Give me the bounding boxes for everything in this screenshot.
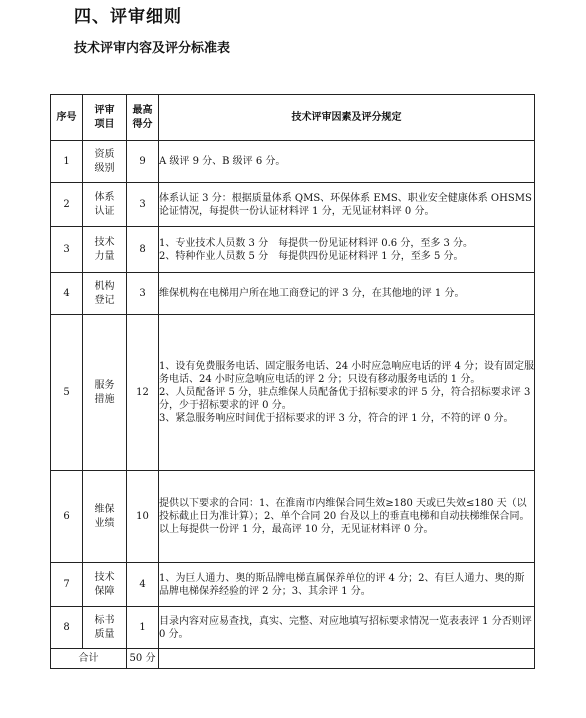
total-value: 50 分 (127, 649, 159, 669)
row-max-score: 10 (127, 471, 159, 563)
criteria-line: 体系认证 3 分：根据质量体系 QMS、环保体系 EMS、职业安全健康体系 OHSMS 论证情况，每提供一份认证材料评 1 分，无见证材料评 0 分。 (159, 192, 532, 217)
row-item: 技术保障 (83, 563, 127, 607)
criteria-line: 2、人员配备评 5 分，驻点维保人员配备优于招标要求的评 5 分，符合招标要求评 3 分，少于招标要求的评 0 分。 (159, 387, 531, 411)
criteria-line: 以上每提供一份评 1 分，最高评 10 分，无见证材料评 0 分。 (159, 524, 434, 535)
row-max-score: 3 (127, 273, 159, 315)
row-criteria (159, 273, 535, 315)
row-seq: 3 (51, 227, 83, 273)
row-item: 技术力量 (83, 227, 127, 273)
row-criteria (159, 227, 535, 273)
row-item: 维保业绩 (83, 471, 127, 563)
row-criteria (159, 141, 535, 183)
row-criteria (159, 607, 535, 649)
criteria-line: 目录内容对应易查找，真实、完整、对应地填写招标要求情况一览表表评 1 分否则评 0 分。 (159, 615, 532, 640)
table-row (51, 471, 535, 563)
scoring-table (50, 94, 535, 669)
row-seq: 6 (51, 471, 83, 563)
row-seq: 7 (51, 563, 83, 607)
row-criteria (159, 315, 535, 471)
row-criteria (159, 183, 535, 227)
header-item: 评审项目 (83, 95, 127, 141)
criteria-line: A 级评 9 分、B 级评 6 分。 (159, 156, 286, 167)
row-seq: 8 (51, 607, 83, 649)
row-max-score: 3 (127, 183, 159, 227)
row-item: 体系认证 (83, 183, 127, 227)
criteria-line: 2、特种作业人员数 5 分 每提供四份见证材料评 1 分，至多 5 分。 (159, 250, 464, 262)
table-title: 技术评审内容及评分标准表 (74, 41, 231, 56)
total-row (51, 649, 535, 669)
header-max: 最高得分 (127, 95, 159, 141)
row-max-score: 12 (127, 315, 159, 471)
criteria-line: 1、专业技术人员数 3 分 每提供一份见证材料评 0.6 分，至多 3 分。 (159, 237, 474, 249)
row-criteria (159, 471, 535, 563)
criteria-line: 1、为巨人通力、奥的斯品牌电梯直属保养单位的评 4 分；2、有巨人通力、奥的斯品牌电梯保养经验的评 2 分；3、其余评 1 分。 (159, 572, 525, 597)
table-row (51, 183, 535, 227)
row-item: 标书质量 (83, 607, 127, 649)
table-row (51, 227, 535, 273)
row-max-score: 1 (127, 607, 159, 649)
criteria-line: 维保机构在电梯用户所在地工商登记的评 3 分，在其他地的评 1 分。 (159, 288, 465, 299)
row-max-score: 8 (127, 227, 159, 273)
row-item: 资质级别 (83, 141, 127, 183)
header-criteria: 技术评审因素及评分规定 (159, 95, 535, 141)
total-label: 合计 (51, 649, 127, 669)
table-row (51, 607, 535, 649)
row-item: 机构登记 (83, 273, 127, 315)
row-seq: 5 (51, 315, 83, 471)
criteria-line: 1、设有免费服务电话、固定服务电话、24 小时应急响应电话的评 4 分；设有固定服务电话、24 小时应急响应电话的评 2 分；只设有移动服务电话的 1 分。 (159, 361, 534, 385)
table-row (51, 141, 535, 183)
section-title: 四、评审细则 (74, 7, 182, 27)
table-row (51, 563, 535, 607)
row-seq: 1 (51, 141, 83, 183)
row-seq: 2 (51, 183, 83, 227)
row-criteria (159, 563, 535, 607)
criteria-line: 提供以下要求的合同：1、在淮南市内维保合同生效≥180 天或已失效≤180 天（以投标截止日为准计算）；2、单个合同 20 台及以上的垂直电梯和自动扶梯维保合同。 (159, 498, 530, 522)
row-item: 服务措施 (83, 315, 127, 471)
table-row (51, 273, 535, 315)
header-seq: 序号 (51, 95, 83, 141)
row-max-score: 4 (127, 563, 159, 607)
header-row (51, 95, 535, 141)
total-empty (159, 649, 535, 669)
row-max-score: 9 (127, 141, 159, 183)
criteria-line: 3、紧急服务响应时间优于招标要求的评 3 分，符合的评 1 分，不符的评 0 分。 (159, 413, 514, 424)
row-seq: 4 (51, 273, 83, 315)
table-row (51, 315, 535, 471)
